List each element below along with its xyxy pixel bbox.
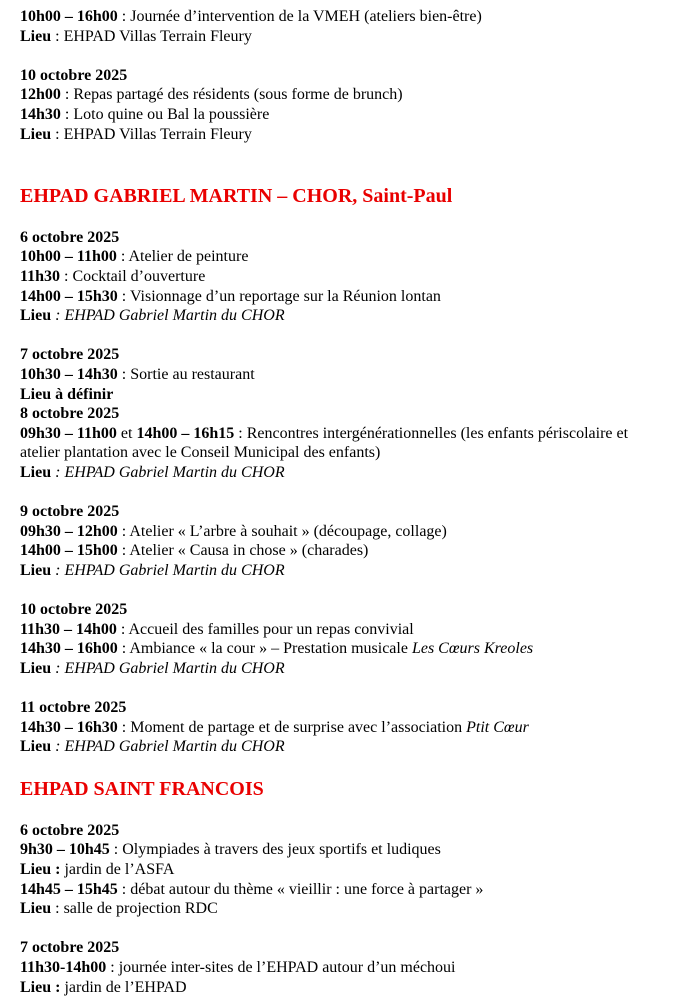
date-line [20, 502, 666, 522]
text-run: et [116, 424, 137, 442]
text-run: : Atelier « L’arbre à souhait » (découpage, collage) [117, 522, 447, 540]
location-line [20, 978, 666, 998]
text-run: : EHPAD Gabriel Martin du CHOR [51, 659, 285, 677]
text-run: 09h30 – 12h00 [20, 522, 118, 540]
text-run: 7 octobre 2025 [20, 939, 120, 957]
text-run: 10 octobre 2025 [20, 601, 128, 619]
text-run: 6 octobre 2025 [20, 228, 120, 246]
event-line [20, 365, 666, 385]
event-line [20, 840, 666, 860]
date-line [20, 228, 666, 248]
text-run: Lieu : [20, 860, 61, 878]
blank-line [20, 326, 666, 346]
text-run: 14h45 – 15h45 [20, 880, 118, 898]
text-run: 14h00 – 16h15 [136, 424, 235, 442]
date-line [20, 345, 666, 365]
text-run: : Journée d’intervention de la VMEH (ateliers bien-être) [117, 8, 482, 25]
text-run: : Rencontres intergénérationnelles (les enfants périscolaire et atelier plantation avec le Conseil Municipal des enfants) [20, 424, 629, 462]
blank-line [20, 144, 666, 164]
location-line [20, 27, 666, 47]
event-line [20, 85, 666, 105]
text-run: : salle de projection RDC [51, 900, 218, 918]
text-run: 6 octobre 2025 [20, 821, 120, 839]
text-run: 10h00 – 11h00 [20, 248, 117, 266]
date-line [20, 938, 666, 958]
text-run: 11h30-14h00 [20, 958, 107, 976]
text-run: jardin de l’ASFA [60, 860, 175, 878]
text-run: : Loto quine ou Bal la poussière [60, 105, 270, 123]
text-run: Lieu [20, 125, 52, 143]
text-run: Lieu [20, 659, 52, 677]
text-run: 8 octobre 2025 [20, 405, 120, 423]
text-run: Lieu [20, 900, 52, 918]
date-line [20, 66, 666, 86]
text-run: : EHPAD Gabriel Martin du CHOR [51, 307, 285, 325]
text-run: 14h00 – 15h30 [20, 287, 118, 305]
text-run: : EHPAD Gabriel Martin du CHOR [51, 738, 285, 756]
text-run: 9h30 – 10h45 [20, 841, 110, 859]
event-line [20, 287, 666, 307]
location-line [20, 306, 666, 326]
text-run: 09h30 – 11h00 [20, 424, 117, 442]
text-run: : EHPAD Gabriel Martin du CHOR [51, 463, 285, 481]
text-run: : Olympiades à travers des jeux sportifs et ludiques [109, 841, 441, 859]
text-run: 10h30 – 14h30 [20, 365, 118, 383]
section-heading: EHPAD GABRIEL MARTIN – CHOR, Saint-Paul [20, 184, 453, 207]
event-line [20, 247, 666, 267]
text-run: : Moment de partage et de surprise avec l’association [117, 718, 467, 736]
text-run: 7 octobre 2025 [20, 346, 120, 364]
text-run: 14h30 [20, 105, 61, 123]
text-run: : journée inter-sites de l’EHPAD autour d’un méchoui [106, 958, 456, 976]
text-run: 9 octobre 2025 [20, 503, 120, 521]
text-run: Lieu à définir [20, 385, 114, 403]
text-run: Ptit Cœur [466, 718, 529, 736]
event-line [20, 522, 666, 542]
text-run: 14h00 – 15h00 [20, 542, 118, 560]
text-run: 11h30 – 14h00 [20, 620, 117, 638]
text-run: : Cocktail d’ouverture [60, 267, 206, 285]
event-line [20, 958, 666, 978]
text-run: Lieu : [20, 978, 61, 996]
event-line [20, 718, 666, 738]
text-run: : Atelier de peinture [116, 248, 249, 266]
location-line [20, 860, 666, 880]
text-run: 14h30 – 16h00 [20, 640, 118, 658]
location-line [20, 737, 666, 757]
text-run: : débat autour du thème « vieillir : une force à partager » [117, 880, 484, 898]
location-line [20, 125, 666, 145]
text-run: Lieu [20, 738, 52, 756]
text-run: : Visionnage d’un reportage sur la Réunion lontan [117, 287, 441, 305]
text-run: Lieu [20, 27, 52, 45]
date-line [20, 600, 666, 620]
text-run: jardin de l’EHPAD [60, 978, 187, 996]
text-run: 10 octobre 2025 [20, 66, 128, 84]
document-body [20, 7, 666, 997]
blank-line [20, 678, 666, 698]
event-line [20, 267, 666, 287]
location-line [20, 659, 666, 679]
text-run: 11 octobre 2025 [20, 699, 127, 716]
text-run: : Atelier « Causa in chose » (charades) [117, 542, 369, 560]
location-line [20, 899, 666, 919]
date-line [20, 404, 666, 424]
location-line [20, 385, 666, 405]
text-run: 12h00 [20, 86, 61, 104]
event-line [20, 105, 666, 125]
text-run: 14h30 – 16h30 [20, 718, 118, 736]
event-line [20, 620, 666, 640]
blank-line [20, 580, 666, 600]
event-line [20, 424, 666, 463]
event-line [20, 541, 666, 561]
text-run: Lieu [20, 463, 52, 481]
text-run: : Repas partagé des résidents (sous forme de brunch) [60, 86, 403, 104]
text-run: : EHPAD Villas Terrain Fleury [51, 27, 252, 45]
location-line [20, 463, 666, 483]
event-line [20, 7, 666, 27]
section-heading: EHPAD SAINT FRANCOIS [20, 777, 264, 800]
text-run: : Ambiance « la cour » – Prestation musicale [117, 640, 412, 658]
location-line [20, 561, 666, 581]
text-run: Lieu [20, 307, 52, 325]
event-line [20, 639, 666, 659]
date-line [20, 821, 666, 841]
text-run: Les Cœurs Kreoles [411, 640, 534, 658]
blank-line [20, 46, 666, 66]
text-run: 11h30 [20, 267, 61, 285]
text-run: : EHPAD Villas Terrain Fleury [51, 125, 252, 143]
text-run: 10h00 – 16h00 [20, 8, 118, 25]
blank-line [20, 482, 666, 502]
text-run: : Sortie au restaurant [117, 365, 255, 383]
event-line [20, 880, 666, 900]
text-run: : EHPAD Gabriel Martin du CHOR [51, 561, 285, 579]
date-line [20, 698, 666, 718]
text-run: Lieu [20, 561, 52, 579]
text-run: : Accueil des familles pour un repas convivial [116, 620, 414, 638]
blank-line [20, 919, 666, 939]
